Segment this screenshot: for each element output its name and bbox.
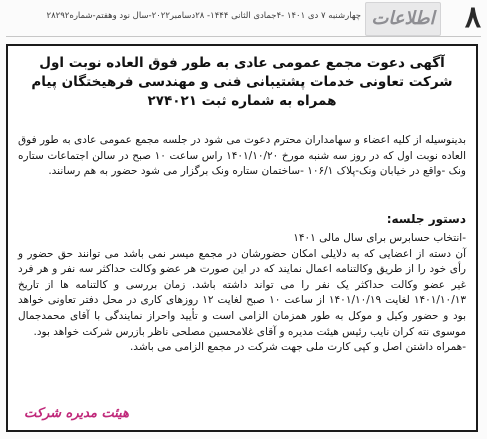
agenda-heading: دستور جلسه: (386, 212, 466, 226)
dateline: چهارشنبه ۷ دی ۱۴۰۱ -۴جمادی الثانی ۱۴۴۴- ۲۸دسامبر۲۰۲۲-سال نود وهفتم-شماره۲۸۲۹۲ (46, 11, 361, 21)
newspaper-header (0, 0, 487, 38)
invitation-paragraph: بدینوسیله از کلیه اعضاء و سهامداران محترم دعوت می شود در جلسه مجمع عمومی عادی به طور فوق العاده نوبت اول که در روز سه شنبه مورخ ۱۴۰۱/۱۰/۲۰ راس ساعت ۱۰ صبح در سالن اجتماعات ستاره ونک -واقع در خیابان ونک-پلاک ۱۰۶/۱ -ساختمان ستاره ونک برگزار می شود حضور به هم رسانند. (18, 134, 467, 178)
ad-title-line: شرکت تعاونی خدمات پشتیبانی فنی و مهندسی فرهیختگان پیام (31, 74, 453, 90)
board-signature: هیئت مدیره شرکت (24, 406, 129, 421)
newspaper-logo: اطلاعات (365, 2, 441, 36)
page-number: ۸ (464, 0, 481, 35)
header-divider (6, 36, 481, 37)
ad-title-line: آگهی دعوت مجمع عمومی عادی به طور فوق العاده نوبت اول (39, 55, 445, 71)
ad-title-line: همراه به شماره ثبت ۲۷۴۰۲۱ (147, 93, 337, 109)
agenda-item: -همراه داشتن اصل و کپی کارت ملی جهت شرکت در مجمع الزامی می باشد. (129, 341, 466, 354)
advertisement-box (6, 44, 478, 432)
ad-title (16, 54, 468, 111)
agenda-item: آن دسته از اعضایی که به دلایلی امکان حضورشان در مجمع میسر نمی باشد می توانند حق حضور و رأی خود را از طریق وکالتنامه اعمال نمایند که در این صورت هر عضو وکالت حداکثر سه نفر و هر فرد غیر عضو وکالت حداکثر یک نفر را می تواند داشته باشد. زمان بررسی و کالتنامه ها از تاریخ ۱۴۰۱/۱۰/۱۳ لغایت ۱۴۰۱/۱۰/۱۹ از ساعت ۱۰ صبح لغایت ۱۲ روزهای کاری در محل دفتر تعاونی خواهد بود و حضور وکیل و موکل به طور همزمان الزامی است و تأیید واحراز نمایندگی با آقای محمدجمال موسوی نته کران نایب رئیس هیئت مدیره و آقای غلامحسین مصلحی ناظر بازرس شرکت خواهد بود. (18, 247, 467, 338)
agenda-body (18, 231, 466, 356)
agenda-item: -انتخاب حسابرس برای سال مالی ۱۴۰۱ (293, 232, 466, 244)
